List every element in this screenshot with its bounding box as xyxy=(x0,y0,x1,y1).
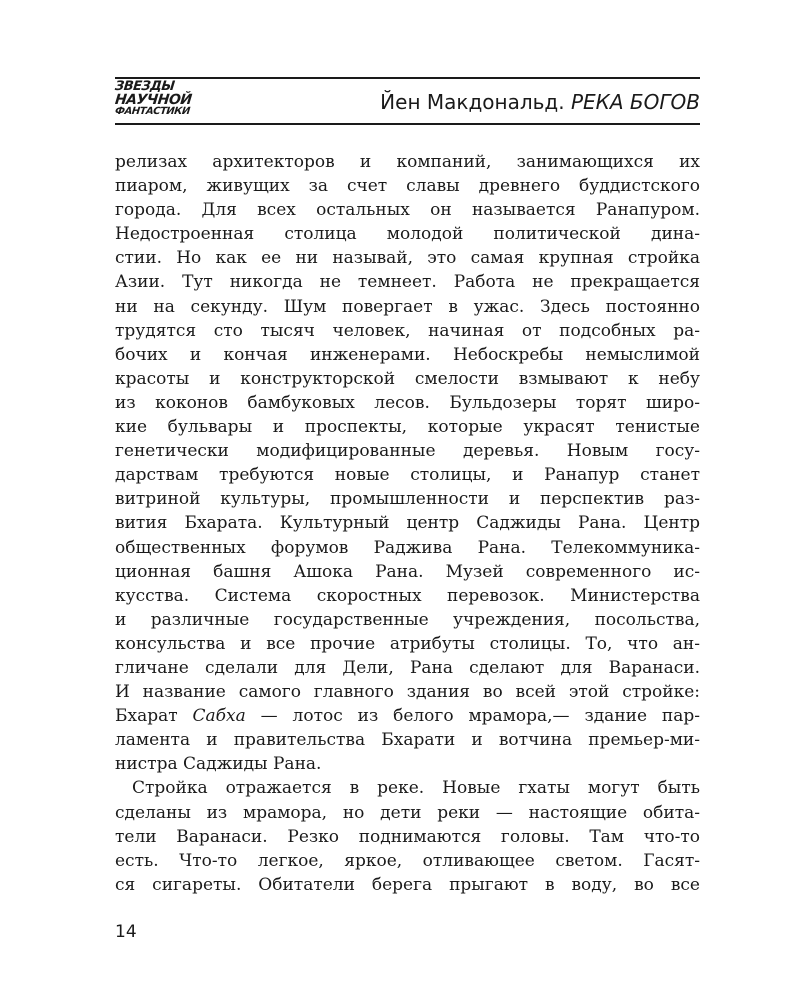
running-head-author: Йен Макдональд. xyxy=(380,90,565,114)
text-line: стии. Но как ее ни называй, это самая крупная стройка xyxy=(115,248,700,269)
text-line: Азии. Тут никогда не темнеет. Работа не прекращается xyxy=(115,272,700,293)
sabha-italic: Сабха xyxy=(192,706,246,727)
body-text xyxy=(115,150,700,897)
text-line: общественных форумов Раджива Рана. Телекоммуника- xyxy=(115,537,700,558)
text-line: бочих и кончая инженерами. Небоскребы немыслимой xyxy=(115,344,700,365)
text-line: из коконов бамбуковых лесов. Бульдозеры торят широ- xyxy=(115,392,700,413)
sabha-before: Бхарат xyxy=(115,706,193,727)
text-line-sabha xyxy=(115,704,700,728)
text-line: сделаны из мрамора, но дети реки — настоящие обита- xyxy=(115,802,700,823)
text-line: Недостроенная столица молодой политической дина- xyxy=(115,224,700,245)
text-line: трудятся сто тысяч человек, начиная от подсобных ра- xyxy=(115,320,700,341)
paragraph-1 xyxy=(115,150,700,776)
logo-line-2: НАУЧНОЙ xyxy=(114,92,193,108)
text-line: дарствам требуются новые столицы, и Ранапур станет xyxy=(115,465,700,486)
text-line: ни на секунду. Шум повергает в ужас. Здесь постоянно xyxy=(115,296,700,317)
text-line: генетически модифицированные деревья. Новым госу- xyxy=(115,441,700,462)
running-head xyxy=(380,90,700,114)
text-line: тели Варанаси. Резко поднимаются головы. Там что-то xyxy=(115,826,700,847)
text-line: кусства. Система скоростных перевозок. Министерства xyxy=(115,585,700,606)
paragraph-2 xyxy=(115,776,700,896)
logo-line-3: ФАНТАСТИКИ xyxy=(114,106,191,117)
text-line: витриной культуры, промышленности и перспектив раз- xyxy=(115,489,700,510)
text-line: есть. Что-то легкое, яркое, отливающее светом. Гасят- xyxy=(115,850,700,871)
text-line: и различные государственные учреждения, посольства, xyxy=(115,609,700,630)
text-line: релизах архитекторов и компаний, занимающихся их xyxy=(115,152,700,172)
text-line: кие бульвары и проспекты, которые украсят тенистые xyxy=(115,417,700,438)
logo-line-1: ЗВЕЗДЫ xyxy=(114,79,176,94)
page-number: 14 xyxy=(115,922,137,942)
text-line: И название самого главного здания во всей этой стройке: xyxy=(115,682,700,703)
series-logo xyxy=(115,80,201,122)
text-line: красоты и конструкторской смелости взмывают к небу xyxy=(115,368,700,389)
header-top-rule xyxy=(115,77,700,79)
sabha-after: — лотос из белого мрамора,— здание пар- xyxy=(245,706,701,727)
text-line: гличане сделали для Дели, Рана сделают для Варанаси. xyxy=(115,657,700,678)
text-line: вития Бхарата. Культурный центр Саджиды Рана. Центр xyxy=(115,513,700,534)
text-line: ся сигареты. Обитатели берега прыгают в воду, во все xyxy=(115,874,700,895)
text-line: консульства и все прочие атрибуты столицы. То, что ан- xyxy=(115,633,700,654)
text-line: города. Для всех остальных он называется Ранапуром. xyxy=(115,200,700,221)
text-line: ламента и правительства Бхарати и вотчина премьер-ми- xyxy=(115,730,700,751)
text-line: Стройка отражается в реке. Новые гхаты могут быть xyxy=(132,778,700,799)
text-line: пиаром, живущих за счет славы древнего буддистского xyxy=(115,176,700,197)
text-line: нистра Саджиды Рана. xyxy=(115,754,322,775)
running-head-title: РЕКА БОГОВ xyxy=(570,90,700,114)
text-line: ционная башня Ашока Рана. Музей современного ис- xyxy=(115,561,700,582)
header-bottom-rule xyxy=(115,123,700,125)
